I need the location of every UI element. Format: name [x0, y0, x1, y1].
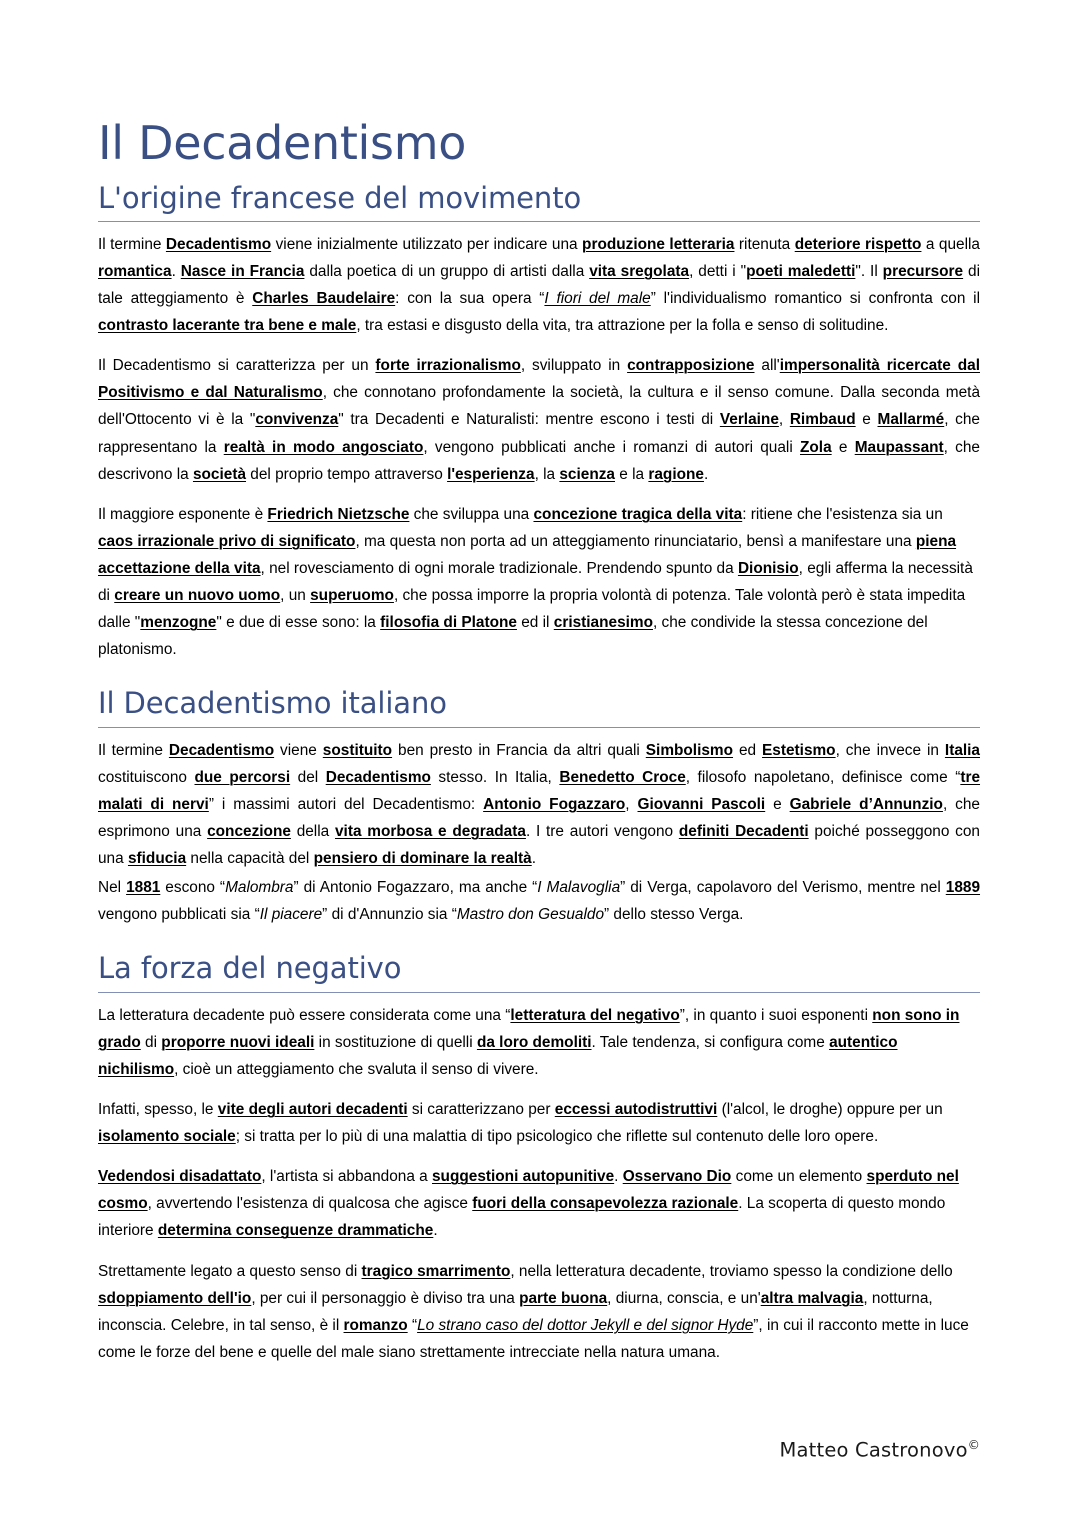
text-run: Strettamente legato a questo senso di — [98, 1262, 362, 1280]
text-run: ritenuta — [734, 235, 795, 253]
text-run: , vengono pubblicati anche i romanzi di autori quali — [423, 438, 800, 456]
keyword-autentico-nichilismo: autentico nichilismo — [98, 1033, 898, 1078]
keyword-tre-malati-di-nervi: tre malati di nervi — [98, 768, 981, 813]
text-run: Il termine — [98, 235, 166, 253]
heading-divider — [98, 727, 980, 728]
text-run: . — [614, 1168, 623, 1186]
keyword-concezione: concezione — [207, 822, 291, 840]
text-run: " e due di esse sono: la — [216, 614, 381, 632]
keyword-poeti-maledetti: poeti maledetti — [746, 262, 856, 280]
keyword-verlaine: Verlaine — [719, 411, 779, 429]
text-run: . Tale tendenza, si configura come — [591, 1033, 830, 1051]
keyword-suggestioni-autopunitive: suggestioni autopunitive — [432, 1168, 615, 1186]
keyword-osservano-dio: Osservano Dio — [622, 1168, 732, 1186]
paragraph-italia-autori — [98, 737, 980, 873]
keyword-esperienza: l'esperienza — [447, 465, 535, 483]
text-run: , per cui il personaggio è diviso tra una — [251, 1289, 520, 1307]
keyword-societa: società — [192, 465, 247, 483]
text-run: ” di d'Annunzio sia “ — [322, 906, 457, 924]
text-run: e la — [615, 465, 649, 483]
keyword-simbolismo: Simbolismo — [645, 741, 734, 759]
paragraph-sdoppiamento-io — [98, 1258, 980, 1366]
text-run: ” di Antonio Fogazzaro, ma anche “ — [293, 879, 538, 897]
keyword-decadentismo: Decadentismo — [168, 741, 275, 759]
text-run: ben presto in Francia da altri quali — [392, 741, 646, 759]
work-title-mastro-don-gesualdo: Mastro don Gesualdo — [456, 906, 605, 924]
text-run: e — [855, 411, 878, 429]
keyword-rimbaud: Rimbaud — [789, 411, 856, 429]
text-run: dalla poetica di un gruppo di artisti dalla — [304, 262, 590, 280]
keyword-vita-morbosa: vita morbosa e degradata — [334, 822, 526, 840]
section-origine-francese — [98, 180, 980, 664]
text-run: La letteratura decadente può essere considerata come una “ — [98, 1006, 511, 1024]
keyword-dionisio: Dionisio — [737, 559, 799, 577]
text-run: ”, in quanto i suoi esponenti — [679, 1006, 873, 1024]
section-decadentismo-italiano — [98, 685, 980, 928]
keyword-piena-accettazione: piena accettazione della vita — [98, 532, 957, 577]
keyword-vite-autori-decadenti: vite degli autori decadenti — [217, 1101, 408, 1118]
text-run: ” dello stesso Verga. — [604, 906, 744, 924]
text-run: , tra estasi e disgusto della vita, tra attrazione per la folla e senso di solitudine. — [356, 317, 889, 335]
text-run: : ritiene che l'esistenza sia un — [742, 505, 943, 523]
keyword-charles-baudelaire: Charles Baudelaire — [252, 289, 396, 307]
keyword-contrasto-lacerante: contrasto lacerante tra bene e male — [98, 317, 357, 335]
text-run: di tale atteggiamento è — [98, 262, 980, 307]
keyword-caos-irrazionale: caos irrazionale privo di significato — [98, 532, 356, 550]
text-run: , diurna, conscia, e un' — [607, 1289, 761, 1307]
text-run: ” i massimi autori del Decadentismo: — [208, 795, 484, 813]
keyword-friedrich-nietzsche: Friedrich Nietzsche — [267, 505, 410, 523]
section-heading-decadentismo-italiano: Il Decadentismo italiano — [98, 686, 447, 721]
paragraph-vedendosi-disadattato — [98, 1163, 980, 1244]
text-run: . La scoperta di questo mondo interiore — [98, 1195, 946, 1240]
keyword-concezione-tragica: concezione tragica della vita — [533, 505, 743, 523]
text-run: , che invece in — [835, 741, 945, 759]
paragraph-opere-date — [98, 874, 980, 928]
text-run: all' — [754, 357, 780, 375]
section-forza-del-negativo — [98, 950, 980, 1366]
text-run: (l'alcol, le droghe) oppure per un — [717, 1101, 943, 1118]
text-run: Nel — [98, 879, 127, 897]
text-run: . — [433, 1222, 438, 1240]
text-run: ; si tratta per lo più di una malattia di tipo psicologico che riflette sul contenuto delle loro opere. — [235, 1128, 879, 1146]
keyword-pensiero-dominare-realta: pensiero di dominare la realtà — [313, 850, 532, 868]
text-run: ” l'individualismo romantico si confronta con il — [650, 289, 980, 307]
text-run: , notturna, inconscia. Celebre, in tal senso, è il — [98, 1289, 933, 1334]
text-run: Infatti, spesso, le — [98, 1101, 218, 1118]
keyword-decadentismo-stesso: Decadentismo — [325, 768, 431, 786]
text-run: che sviluppa una — [409, 505, 534, 523]
keyword-precursore: precursore — [882, 262, 964, 280]
keyword-benedetto-croce: Benedetto Croce — [559, 768, 686, 786]
keyword-cristianesimo: cristianesimo — [553, 614, 653, 632]
keyword-contrapposizione: contrapposizione — [627, 357, 755, 375]
keyword-anno-1889: 1889 — [945, 879, 981, 897]
keyword-romantica: romantica — [98, 262, 172, 280]
text-run: . — [703, 465, 709, 483]
heading-divider — [98, 992, 980, 993]
paragraph-definizione-decadentismo — [98, 231, 980, 339]
work-title-jekyll-hyde: Lo strano caso del dottor Jekyll e del signor Hyde — [417, 1316, 754, 1334]
keyword-definiti-decadenti: definiti Decadenti — [678, 822, 809, 840]
work-title-i-malavoglia: I Malavoglia — [537, 879, 621, 897]
footer-author-signature — [779, 1438, 980, 1462]
text-run: , — [778, 411, 790, 429]
text-run: ed il — [516, 614, 554, 632]
text-run: , che descrivono la — [98, 438, 980, 483]
section-heading-forza-del-negativo: La forza del negativo — [98, 951, 402, 986]
text-run: vengono pubblicati sia “ — [98, 906, 260, 924]
text-run: poiché posseggono con una — [98, 822, 980, 868]
keyword-ragione: ragione — [648, 465, 704, 483]
text-run: Il termine — [98, 741, 169, 759]
keyword-isolamento-sociale: isolamento sociale — [98, 1128, 236, 1146]
keyword-forte-irrazionalismo: forte irrazionalismo — [375, 357, 521, 375]
keyword-antonio-fogazzaro: Antonio Fogazzaro — [483, 795, 626, 813]
text-run: . I tre autori vengono — [525, 822, 679, 840]
text-run: costituiscono — [98, 768, 195, 786]
text-run: Il Decadentismo si caratterizza per un — [98, 357, 376, 375]
text-run: “ — [407, 1316, 418, 1334]
work-title-i-fiori-del-male: I fiori del male — [544, 289, 651, 307]
keyword-sdoppiamento-dellio: sdoppiamento dell'io — [98, 1289, 252, 1307]
text-run: ". Il — [855, 262, 883, 280]
text-run: del proprio tempo attraverso — [246, 465, 448, 483]
keyword-eccessi-autodistruttivi: eccessi autodistruttivi — [554, 1101, 718, 1118]
text-run: , nel rovesciamento di ogni morale tradizionale. Prendendo spunto da — [260, 559, 738, 577]
keyword-scienza: scienza — [559, 465, 615, 483]
keyword-parte-buona: parte buona — [519, 1289, 608, 1307]
keyword-sperduto-nel-cosmo: sperduto nel cosmo — [98, 1168, 959, 1213]
text-run: escono “ — [160, 879, 226, 897]
text-run: " tra Decadenti e Naturalisti: mentre escono i testi di — [338, 411, 720, 429]
text-run: si caratterizzano per — [407, 1101, 555, 1118]
text-run: : con la sua opera “ — [395, 289, 545, 307]
keyword-romanzo: romanzo — [343, 1316, 408, 1334]
keyword-tragico-smarrimento: tragico smarrimento — [361, 1262, 511, 1280]
keyword-menzogne: menzogne — [140, 614, 217, 632]
keyword-estetismo: Estetismo — [762, 741, 836, 759]
keyword-deteriore-rispetto: deteriore rispetto — [794, 235, 922, 253]
keyword-maupassant: Maupassant — [854, 438, 944, 456]
text-run: . — [531, 850, 537, 868]
text-run: della — [290, 822, 335, 840]
text-run: , egli afferma la necessità di — [98, 559, 973, 605]
text-run: viene — [274, 741, 323, 759]
paragraph-nietzsche — [98, 501, 980, 664]
text-run: come un elemento — [731, 1168, 867, 1186]
text-run: , la — [534, 465, 560, 483]
text-run: e — [831, 438, 855, 456]
keyword-produzione-letteraria: produzione letteraria — [582, 235, 735, 253]
keyword-superuomo: superuomo — [310, 587, 394, 605]
keyword-convivenza: convivenza — [255, 411, 339, 429]
text-run: , — [625, 795, 638, 813]
text-run: stesso. In Italia, — [430, 768, 560, 786]
text-run: in sostituzione di quelli — [314, 1033, 477, 1051]
keyword-proporre-nuovi-ideali: proporre nuovi ideali — [161, 1033, 315, 1051]
text-run: ” di Verga, capolavoro del Verismo, mentre nel — [620, 879, 946, 897]
keyword-vedendosi-disadattato: Vedendosi disadattato — [98, 1168, 262, 1186]
keyword-vita-sregolata: vita sregolata — [589, 262, 690, 280]
text-run: , detti i " — [689, 262, 747, 280]
keyword-mallarme: Mallarmé — [877, 411, 945, 429]
text-run: di — [140, 1033, 162, 1051]
text-run: ed — [733, 741, 763, 759]
text-run: ”, in cui il racconto mette in luce come le forze del bene e quelle del male siano strettamente intrecciate nella natura umana. — [98, 1316, 969, 1361]
text-run: , sviluppato in — [520, 357, 628, 375]
keyword-zola: Zola — [800, 438, 832, 456]
text-run: , un — [280, 587, 311, 605]
keyword-creare-nuovo-uomo: creare un nuovo uomo — [114, 587, 281, 605]
keyword-fuori-consapevolezza-razionale: fuori della consapevolezza razionale — [472, 1195, 739, 1213]
paragraph-vite-autori-decadenti — [98, 1096, 980, 1150]
text-run: nella capacità del — [186, 850, 314, 868]
copyright-icon: © — [967, 1438, 980, 1452]
keyword-sostituito: sostituito — [322, 741, 393, 759]
text-run: , filosofo napoletano, definisce come “ — [685, 768, 961, 786]
keyword-realta-angosciato: realtà in modo angosciato — [223, 438, 424, 456]
keyword-due-percorsi: due percorsi — [194, 768, 291, 786]
text-run: a quella — [921, 235, 980, 253]
section-heading-origine-francese: L'origine francese del movimento — [98, 180, 582, 215]
text-run: , che connotano profondamente la società, la cultura e il senso comune. Dalla seconda metà dell'Ottocento vi è la " — [98, 384, 980, 429]
keyword-anno-1881: 1881 — [126, 879, 161, 897]
text-run: , l'artista si abbandona a — [261, 1168, 432, 1186]
keyword-altra-malvagia: altra malvagia — [760, 1289, 864, 1307]
text-run: del — [290, 768, 326, 786]
text-run: , nella letteratura decadente, troviamo spesso la condizione dello — [510, 1262, 953, 1280]
text-run: , che rappresentano la — [98, 411, 980, 456]
text-run: , che condivide la stessa concezione del platonismo. — [98, 614, 928, 659]
text-run: , cioè un atteggiamento che svaluta il senso di vivere. — [174, 1060, 539, 1078]
keyword-conseguenze-drammatiche: determina conseguenze drammatiche — [157, 1222, 434, 1240]
text-run: Il maggiore esponente è — [98, 505, 268, 523]
heading-divider — [98, 221, 980, 222]
keyword-non-sono-in-grado: non sono in grado — [98, 1006, 960, 1051]
keyword-nasce-in-francia: Nasce in Francia — [180, 262, 305, 280]
text-run: , avvertendo l'esistenza di qualcosa che agisce — [147, 1195, 473, 1213]
text-run: e — [765, 795, 790, 813]
paragraph-irrazionalismo — [98, 352, 980, 488]
keyword-impersonalita-positivismo: impersonalità ricercate dal Positivismo e dal Naturalismo — [98, 357, 980, 402]
text-run: . — [171, 262, 181, 280]
keyword-gabriele-dannunzio: Gabriele d’Annunzio — [789, 795, 943, 813]
text-run: viene inizialmente utilizzato per indicare una — [271, 235, 583, 253]
keyword-giovanni-pascoli: Giovanni Pascoli — [637, 795, 766, 813]
keyword-italia: Italia — [944, 741, 980, 759]
paragraph-letteratura-negativo — [98, 1002, 980, 1083]
document-title: Il Decadentismo — [98, 116, 467, 170]
keyword-filosofia-platone: filosofia di Platone — [380, 614, 517, 632]
author-name: Matteo Castronovo — [779, 1438, 968, 1462]
keyword-sfiducia: sfiducia — [127, 850, 187, 868]
text-run: , che esprimono una — [98, 795, 980, 840]
work-title-malombra: Malombra — [225, 879, 294, 897]
text-run: , ma questa non porta ad un atteggiamento rinunciatario, bensì a manifestare una — [355, 532, 916, 550]
keyword-decadentismo: Decadentismo — [165, 235, 272, 253]
work-title-il-piacere: Il piacere — [259, 906, 323, 924]
keyword-letteratura-del-negativo: letteratura del negativo — [510, 1006, 680, 1024]
text-run: , che possa imporre la propria volontà di potenza. Tale volontà però è stata impedita dalle " — [98, 587, 966, 632]
keyword-da-loro-demoliti: da loro demoliti — [476, 1033, 592, 1051]
